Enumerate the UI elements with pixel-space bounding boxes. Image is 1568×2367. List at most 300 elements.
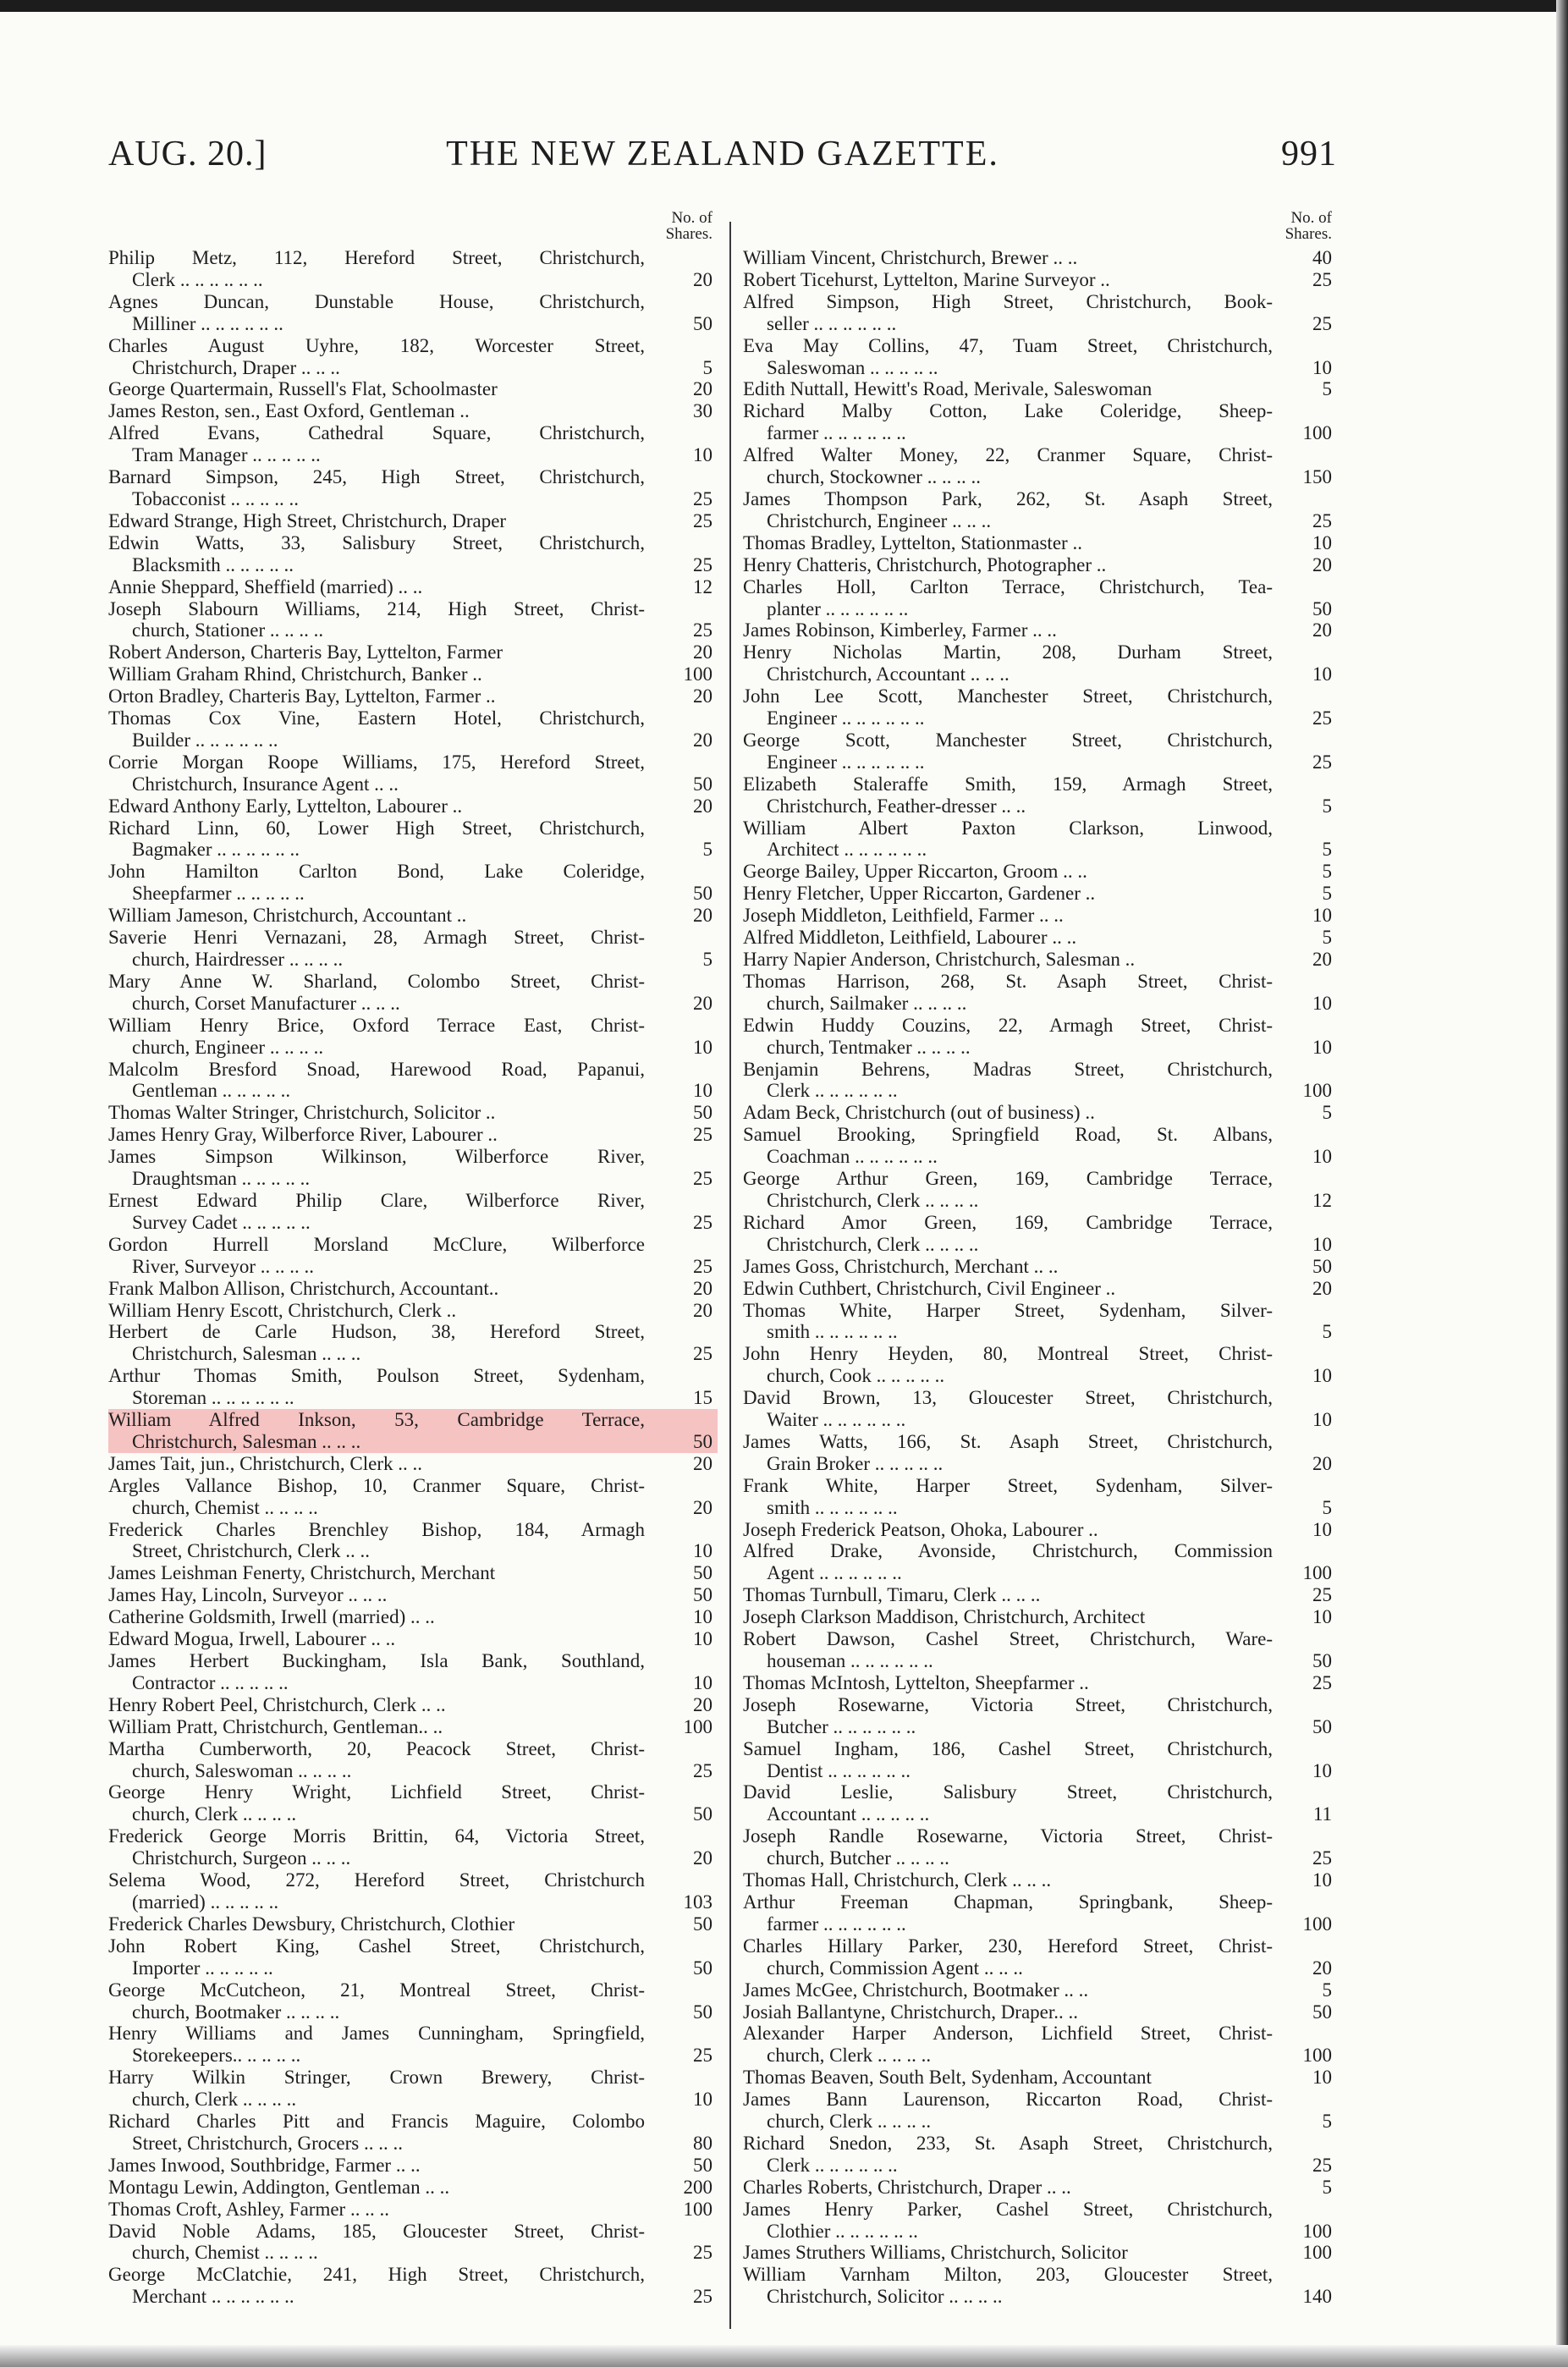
shareholder-details — [108, 1190, 645, 1234]
entry-line: John Henry Heyden, 80, Montreal Street, Christ- — [743, 1343, 1273, 1365]
left-column — [108, 210, 718, 2308]
entry-continuation-line: Sheepfarmer .. .. .. .. .. — [132, 883, 305, 905]
entry-line: John Lee Scott, Manchester Street, Christchurch, — [743, 685, 1273, 707]
share-count: 50 — [693, 2001, 712, 2023]
entry-line: Joseph Randle Rosewarne, Victoria Street, Christ- — [743, 1825, 1273, 1847]
entry-continuation-line: seller .. .. .. .. .. .. — [767, 312, 897, 334]
entry-line: Joseph Frederick Peatson, Ohoka, Labourer .. — [743, 1518, 1098, 1540]
shareholder-details — [108, 1278, 645, 1300]
heading-line: No. of — [671, 209, 712, 227]
share-count: 5 — [1322, 883, 1332, 905]
share-count: 25 — [693, 2286, 712, 2308]
entry-continuation-line: church, Engineer .. .. .. .. — [132, 1036, 324, 1058]
entry-continuation-line: smith .. .. .. .. .. .. — [767, 1321, 898, 1343]
shareholder-details — [743, 247, 1273, 269]
share-count: 50 — [693, 883, 712, 905]
shareholder-entry — [743, 773, 1337, 817]
entry-line: James Hay, Lincoln, Surveyor .. .. .. — [108, 1584, 388, 1606]
shareholder-entry — [108, 1650, 718, 1694]
entry-continuation-line: Tram Manager .. .. .. .. .. — [132, 444, 321, 466]
share-count: 25 — [1312, 1671, 1332, 1693]
entry-line: Henry Fletcher, Upper Riccarton, Gardener .. — [743, 883, 1096, 905]
shareholder-entry — [743, 532, 1337, 554]
share-count: 10 — [1312, 1759, 1332, 1781]
share-count: 50 — [693, 2154, 712, 2176]
scan-right-edge — [1556, 0, 1568, 2367]
entry-continuation-line: church, Tentmaker .. .. .. .. — [767, 1036, 971, 1058]
share-count: 20 — [693, 905, 712, 927]
shareholder-details — [108, 1365, 645, 1409]
entry-line: Richard Linn, 60, Lower High Street, Christchurch, — [108, 817, 645, 839]
entry-line: Alfred Walter Money, 22, Cranmer Square, Christ- — [743, 444, 1273, 466]
entry-line: Arthur Freeman Chapman, Springbank, Sheep- — [743, 1891, 1273, 1913]
share-count: 10 — [1312, 992, 1332, 1014]
entry-line: James Tait, jun., Christchurch, Clerk .. .. — [108, 1452, 423, 1474]
entry-line: Thomas Bradley, Lyttelton, Stationmaster .. — [743, 531, 1082, 553]
entry-continuation-line: Draughtsman .. .. .. .. .. — [132, 1168, 311, 1190]
shareholder-details — [108, 510, 645, 532]
share-count: 10 — [1312, 356, 1332, 378]
shareholder-entry — [108, 1628, 718, 1650]
entry-continuation-line: church, Commission Agent .. .. .. — [767, 1957, 1023, 1979]
share-count: 10 — [1312, 1365, 1332, 1387]
shareholder-details — [743, 1102, 1273, 1124]
entry-line: Frederick Charles Brenchley Bishop, 184, Armagh — [108, 1518, 645, 1540]
entry-line: William Henry Escott, Christchurch, Clerk .. — [108, 1299, 457, 1321]
shareholder-details — [108, 466, 645, 510]
shareholder-details — [743, 927, 1273, 949]
share-count: 5 — [1322, 378, 1332, 400]
entry-continuation-line: Christchurch, Clerk .. .. .. .. — [767, 1233, 979, 1255]
shareholder-details — [743, 269, 1273, 291]
shareholder-entry — [108, 510, 718, 532]
shareholder-details — [743, 291, 1273, 335]
shareholder-details — [743, 1979, 1273, 2001]
shareholder-entry — [108, 598, 718, 642]
scan-top-edge — [0, 0, 1568, 12]
shareholder-details — [743, 378, 1273, 400]
share-count: 50 — [1312, 1255, 1332, 1277]
entry-line: Richard Malby Cotton, Lake Coleridge, Sheep- — [743, 400, 1273, 422]
shareholder-entry — [108, 905, 718, 927]
gazette-title: THE NEW ZEALAND GAZETTE. — [446, 135, 999, 173]
entry-line: Harry Napier Anderson, Christchurch, Salesman .. — [743, 949, 1136, 970]
entry-line: Herbert de Carle Hudson, 38, Hereford Street, — [108, 1321, 645, 1343]
entry-line: Elizabeth Staleraffe Smith, 159, Armagh Street, — [743, 773, 1273, 795]
entry-line: James Bann Laurenson, Riccarton Road, Christ- — [743, 2089, 1273, 2111]
shareholder-details — [743, 400, 1273, 444]
shareholder-details — [743, 1540, 1273, 1584]
entry-line: Joseph Middleton, Leithfield, Farmer .. .. — [743, 905, 1064, 927]
share-count: 5 — [1322, 795, 1332, 817]
entry-line: John Hamilton Carlton Bond, Lake Coleridge, — [108, 861, 645, 883]
shareholder-details — [743, 729, 1273, 773]
shareholder-entry — [743, 685, 1337, 729]
share-count: 10 — [1312, 1146, 1332, 1168]
shareholder-details — [743, 1431, 1273, 1475]
entry-line: Corrie Morgan Roope Williams, 175, Hereford Street, — [108, 751, 645, 773]
entry-line: Harry Wilkin Stringer, Crown Brewery, Christ- — [108, 2067, 645, 2089]
entry-continuation-line: church, Butcher .. .. .. .. — [767, 1847, 949, 1869]
shareholder-entry — [743, 905, 1337, 927]
shareholder-details — [108, 576, 645, 598]
shareholder-entry — [743, 2242, 1337, 2264]
share-count: 5 — [1322, 1496, 1332, 1518]
entry-continuation-line: Agent .. .. .. .. .. .. — [767, 1562, 902, 1584]
share-count: 10 — [1312, 1036, 1332, 1058]
shareholder-details — [108, 2067, 645, 2111]
shareholder-entry — [108, 641, 718, 663]
heading-line: Shares. — [1285, 225, 1332, 243]
shareholder-entry — [108, 971, 718, 1015]
entry-line: Frank White, Harper Street, Sydenham, Silver- — [743, 1474, 1273, 1496]
shareholder-entry — [743, 2133, 1337, 2177]
shareholder-details — [743, 2133, 1273, 2177]
entry-continuation-line: Butcher .. .. .. .. .. .. — [767, 1715, 916, 1737]
entry-line: Joseph Rosewarne, Victoria Street, Christchurch, — [743, 1693, 1273, 1715]
share-count: 50 — [693, 1102, 712, 1124]
entry-line: Gordon Hurrell Morsland McClure, Wilberforce — [108, 1233, 645, 1255]
share-count: 5 — [1322, 1321, 1332, 1343]
share-count: 25 — [693, 553, 712, 575]
shareholder-details — [743, 1738, 1273, 1782]
entry-line: James Watts, 166, St. Asaph Street, Christchurch, — [743, 1430, 1273, 1452]
share-count: 10 — [693, 444, 712, 466]
entry-line: Frederick George Morris Brittin, 64, Victoria Street, — [108, 1825, 645, 1847]
shareholder-details — [108, 1015, 645, 1059]
entry-continuation-line: farmer .. .. .. .. .. .. — [767, 1913, 906, 1935]
entry-line: Robert Ticehurst, Lyttelton, Marine Surveyor .. — [743, 268, 1110, 290]
shareholder-entry — [108, 1190, 718, 1234]
shareholder-details — [108, 2177, 645, 2199]
share-count: 20 — [1312, 1277, 1332, 1299]
share-count: 50 — [693, 1562, 712, 1584]
shareholder-details — [108, 861, 645, 905]
shareholder-entry — [108, 663, 718, 685]
entry-continuation-line: Survey Cadet .. .. .. .. .. — [132, 1211, 311, 1233]
shareholder-entry — [743, 1519, 1337, 1541]
shareholder-entry — [743, 400, 1337, 444]
entry-continuation-line: Christchurch, Feather-dresser .. .. — [767, 795, 1026, 817]
entry-line: James Henry Parker, Cashel Street, Christchurch, — [743, 2198, 1273, 2220]
share-count: 100 — [1302, 1562, 1332, 1584]
shareholder-entry — [743, 1015, 1337, 1059]
share-count: 10 — [693, 1036, 712, 1058]
share-count: 25 — [1312, 1584, 1332, 1606]
share-count: 25 — [693, 2242, 712, 2264]
entry-line: Thomas Walter Stringer, Christchurch, Solicitor .. — [108, 1102, 496, 1124]
entry-continuation-line: Blacksmith .. .. .. .. .. — [132, 553, 294, 575]
shareholder-entry — [108, 1102, 718, 1124]
shareholder-details — [743, 2001, 1273, 2023]
share-count: 50 — [1312, 1650, 1332, 1671]
shareholder-entry — [108, 1321, 718, 1365]
shareholder-entry — [108, 1475, 718, 1519]
shareholder-details — [743, 1212, 1273, 1256]
shareholder-details — [108, 335, 645, 379]
shareholder-details — [108, 1935, 645, 1979]
shareholder-entry — [108, 291, 718, 335]
shareholder-entry — [743, 1606, 1337, 1628]
share-count: 50 — [693, 1584, 712, 1606]
entry-line: James Thompson Park, 262, St. Asaph Street, — [743, 487, 1273, 509]
entry-line: William Henry Brice, Oxford Terrace East, Christ- — [108, 1014, 645, 1036]
entry-line: Henry Williams and James Cunningham, Springfield, — [108, 2023, 645, 2045]
share-count: 10 — [693, 1628, 712, 1650]
shareholder-details — [743, 554, 1273, 576]
shareholder-entry — [108, 2067, 718, 2111]
entry-line: Frank Malbon Allison, Christchurch, Accountant.. — [108, 1277, 499, 1299]
shareholder-entry — [108, 685, 718, 707]
shareholder-details — [743, 641, 1273, 685]
share-count: 20 — [693, 378, 712, 400]
share-count: 150 — [1302, 466, 1332, 488]
shareholder-details — [108, 598, 645, 642]
share-count: 40 — [1312, 247, 1332, 268]
entry-continuation-line: church, Clerk .. .. .. .. — [132, 2089, 297, 2111]
shareholder-entry — [108, 707, 718, 751]
share-count: 5 — [1322, 839, 1332, 861]
entry-line: Robert Anderson, Charteris Bay, Lyttelton, Farmer — [108, 641, 503, 663]
shareholder-details — [108, 291, 645, 335]
entry-continuation-line: Christchurch, Salesman .. .. .. — [132, 1343, 361, 1365]
entry-line: Edward Mogua, Irwell, Labourer .. .. — [108, 1628, 396, 1650]
entry-line: John Robert King, Cashel Street, Christchurch, — [108, 1935, 645, 1957]
entry-line: Agnes Duncan, Dunstable House, Christchurch, — [108, 290, 645, 312]
entry-continuation-line: Dentist .. .. .. .. .. .. — [767, 1759, 911, 1781]
entry-continuation-line: church, Chemist .. .. .. .. — [132, 1496, 318, 1518]
entry-line: William Varnham Milton, 203, Gloucester Street, — [743, 2264, 1273, 2286]
share-count: 5 — [702, 839, 712, 861]
entry-continuation-line: Christchurch, Salesman .. .. .. — [132, 1430, 361, 1452]
entry-line: Mary Anne W. Sharland, Colombo Street, Christ- — [108, 970, 645, 992]
share-count: 20 — [693, 1452, 712, 1474]
shareholder-details — [743, 861, 1273, 883]
share-count: 50 — [1312, 1715, 1332, 1737]
shareholder-details — [108, 707, 645, 751]
shareholder-details — [743, 773, 1273, 817]
shareholder-entry — [743, 2001, 1337, 2023]
share-count: 12 — [693, 575, 712, 597]
shareholder-entry — [108, 2199, 718, 2221]
header-date: AUG. 20.] — [108, 135, 267, 173]
shareholder-entry — [743, 1935, 1337, 1979]
share-count: 20 — [693, 268, 712, 290]
entry-line: Thomas Turnbull, Timaru, Clerk .. .. .. — [743, 1584, 1041, 1606]
shareholder-entry — [743, 883, 1337, 905]
entry-line: David Leslie, Salisbury Street, Christchurch, — [743, 1781, 1273, 1803]
entry-line: Richard Charles Pitt and Francis Maguire, Colombo — [108, 2111, 645, 2133]
entry-continuation-line: church, Chemist .. .. .. .. — [132, 2242, 318, 2264]
shareholder-details — [108, 1694, 645, 1716]
share-count: 15 — [693, 1387, 712, 1409]
entry-continuation-line: Storekeepers.. .. .. .. .. — [132, 2045, 301, 2067]
shareholder-entry — [743, 1738, 1337, 1782]
entry-continuation-line: Saleswoman .. .. .. .. .. — [767, 356, 938, 378]
shareholder-entry — [108, 1716, 718, 1738]
entry-line: Martha Cumberworth, 20, Peacock Street, Christ- — [108, 1737, 645, 1759]
shareholder-entry — [743, 576, 1337, 620]
shareholder-details — [108, 532, 645, 576]
entry-continuation-line: Tobacconist .. .. .. .. .. — [132, 487, 300, 509]
shareholder-entry — [743, 378, 1337, 400]
share-count: 30 — [693, 400, 712, 422]
entry-continuation-line: church, Clerk .. .. .. .. — [767, 2111, 932, 2133]
shareholder-details — [743, 335, 1273, 379]
shareholder-details — [108, 1300, 645, 1322]
shareholder-details — [108, 641, 645, 663]
shareholder-details — [108, 685, 645, 707]
entry-line: Edwin Huddy Couzins, 22, Armagh Street, Christ- — [743, 1014, 1273, 1036]
shareholder-entry — [743, 247, 1337, 269]
shareholder-entry — [743, 2264, 1337, 2308]
entry-line: Alfred Middleton, Leithfield, Labourer .. .. — [743, 927, 1077, 949]
share-count: 10 — [1312, 1233, 1332, 1255]
shareholder-details — [743, 1935, 1273, 1979]
shareholder-details — [108, 1781, 645, 1825]
entry-continuation-line: Milliner .. .. .. .. .. .. — [132, 312, 283, 334]
shareholder-entry — [108, 466, 718, 510]
entry-line: Frederick Charles Dewsbury, Christchurch, Clothier — [108, 1913, 515, 1935]
shareholder-entry — [108, 1562, 718, 1584]
shareholder-details — [108, 1059, 645, 1103]
shareholder-details — [743, 949, 1273, 971]
shareholder-details — [108, 1519, 645, 1563]
shareholder-details — [743, 1694, 1273, 1738]
share-count: 12 — [1312, 1189, 1332, 1211]
share-count: 20 — [1312, 619, 1332, 641]
shareholder-details — [743, 1168, 1273, 1212]
share-count: 100 — [1302, 2045, 1332, 2067]
shareholder-details — [743, 2242, 1273, 2264]
shareholder-details — [743, 444, 1273, 488]
shareholder-entry — [108, 861, 718, 905]
entry-line: Edith Nuttall, Hewitt's Road, Merivale, Saleswoman — [743, 378, 1153, 400]
shareholder-details — [108, 2221, 645, 2265]
shareholder-entry — [108, 1606, 718, 1628]
shareholder-details — [108, 1234, 645, 1278]
entry-continuation-line: church, Bootmaker .. .. .. .. — [132, 2001, 340, 2023]
entry-line: Samuel Brooking, Springfield Road, St. Albans, — [743, 1124, 1273, 1146]
shareholder-entry — [743, 1694, 1337, 1738]
entry-line: Charles August Uyhre, 182, Worcester Street, — [108, 334, 645, 356]
shareholder-entry — [743, 444, 1337, 488]
entry-line: James Simpson Wilkinson, Wilberforce River, — [108, 1146, 645, 1168]
shareholder-details — [743, 1343, 1273, 1387]
shareholder-details — [743, 532, 1273, 554]
shareholder-details — [108, 751, 645, 795]
entry-continuation-line: Christchurch, Draper .. .. .. — [132, 356, 340, 378]
shareholder-details — [108, 663, 645, 685]
entry-line: Catherine Goldsmith, Irwell (married) .. .. — [108, 1606, 435, 1628]
entry-continuation-line: church, Clerk .. .. .. .. — [132, 1803, 297, 1825]
shareholder-details — [108, 378, 645, 400]
entry-line: Argles Vallance Bishop, 10, Cranmer Square, Christ- — [108, 1474, 645, 1496]
entry-line: Thomas Hall, Christchurch, Clerk .. .. .. — [743, 1869, 1052, 1891]
share-count: 50 — [693, 773, 712, 795]
entry-line: Charles Holl, Carlton Terrace, Christchurch, Tea- — [743, 575, 1273, 597]
shareholder-details — [743, 576, 1273, 620]
shareholder-entry — [743, 1124, 1337, 1168]
shareholder-entry — [743, 291, 1337, 335]
share-count: 25 — [693, 1343, 712, 1365]
entry-line: Edwin Watts, 33, Salisbury Street, Christchurch, — [108, 531, 645, 553]
shareholder-entry — [743, 817, 1337, 861]
shareholder-entry — [743, 1431, 1337, 1475]
shareholder-entry — [108, 1234, 718, 1278]
share-count: 10 — [1312, 531, 1332, 553]
share-count: 10 — [1312, 1869, 1332, 1891]
entry-line: Thomas Croft, Ashley, Farmer .. .. .. — [108, 2198, 389, 2220]
shareholder-details — [743, 1256, 1273, 1278]
share-count: 5 — [1322, 2176, 1332, 2198]
entry-line: George Henry Wright, Lichfield Street, Christ- — [108, 1781, 645, 1803]
shareholder-details — [108, 1124, 645, 1146]
entry-continuation-line: Merchant .. .. .. .. .. .. — [132, 2286, 294, 2308]
share-count: 25 — [693, 1255, 712, 1277]
share-count: 5 — [1322, 1979, 1332, 2001]
shareholder-entry — [743, 861, 1337, 883]
entry-continuation-line: Engineer .. .. .. .. .. .. — [767, 751, 925, 773]
entry-line: Barnard Simpson, 245, High Street, Christchurch, — [108, 466, 645, 488]
shareholder-details — [743, 1628, 1273, 1672]
shareholder-details — [108, 971, 645, 1015]
shareholder-entry — [743, 927, 1337, 949]
entry-continuation-line: Clerk .. .. .. .. .. .. — [132, 268, 263, 290]
share-count: 20 — [693, 685, 712, 707]
shareholder-entry — [743, 1102, 1337, 1124]
shareholder-entry — [743, 1540, 1337, 1584]
entry-line: George Quartermain, Russell's Flat, Schoolmaster — [108, 378, 498, 400]
entry-line: Richard Snedon, 233, St. Asaph Street, Christchurch, — [743, 2132, 1273, 2154]
share-count: 25 — [693, 619, 712, 641]
entry-line: Selema Wood, 272, Hereford Street, Christchurch — [108, 1869, 645, 1891]
shareholder-entry — [743, 641, 1337, 685]
shareholder-entry — [743, 1979, 1337, 2001]
entry-line: Benjamin Behrens, Madras Street, Christchurch, — [743, 1058, 1273, 1080]
share-count: 20 — [693, 1299, 712, 1321]
entry-line: Alfred Drake, Avonside, Christchurch, Commission — [743, 1540, 1273, 1562]
shareholder-entry — [743, 1212, 1337, 1256]
shareholder-details — [108, 247, 645, 291]
entry-continuation-line: Contractor .. .. .. .. .. — [132, 1671, 289, 1693]
entry-line: Edward Anthony Early, Lyttelton, Labourer .. — [108, 795, 463, 817]
share-count: 25 — [1312, 2154, 1332, 2176]
shareholder-details — [743, 1781, 1273, 1825]
shareholder-entry — [743, 2067, 1337, 2089]
entry-line: George Bailey, Upper Riccarton, Groom .. .. — [743, 861, 1087, 883]
shareholder-entry — [108, 1059, 718, 1103]
share-count: 20 — [693, 795, 712, 817]
shareholder-details — [743, 905, 1273, 927]
share-count: 5 — [1322, 927, 1332, 949]
entry-continuation-line: Street, Christchurch, Clerk .. .. — [132, 1540, 371, 1562]
page-number: 991 — [1281, 135, 1337, 173]
entry-continuation-line: Bagmaker .. .. .. .. .. .. — [132, 839, 300, 861]
shareholder-details — [743, 1059, 1273, 1103]
shareholder-details — [108, 1475, 645, 1519]
share-count: 100 — [1302, 1080, 1332, 1102]
shareholder-details — [743, 1475, 1273, 1519]
entry-line: Charles Roberts, Christchurch, Draper .. .. — [743, 2176, 1071, 2198]
entry-continuation-line: Clothier .. .. .. .. .. .. — [767, 2220, 918, 2242]
shareholder-entry — [743, 1059, 1337, 1103]
share-count: 25 — [693, 1124, 712, 1146]
share-count: 25 — [693, 1168, 712, 1190]
shareholder-entry — [743, 2177, 1337, 2199]
entry-continuation-line: River, Surveyor .. .. .. .. — [132, 1255, 314, 1277]
share-count: 5 — [702, 356, 712, 378]
